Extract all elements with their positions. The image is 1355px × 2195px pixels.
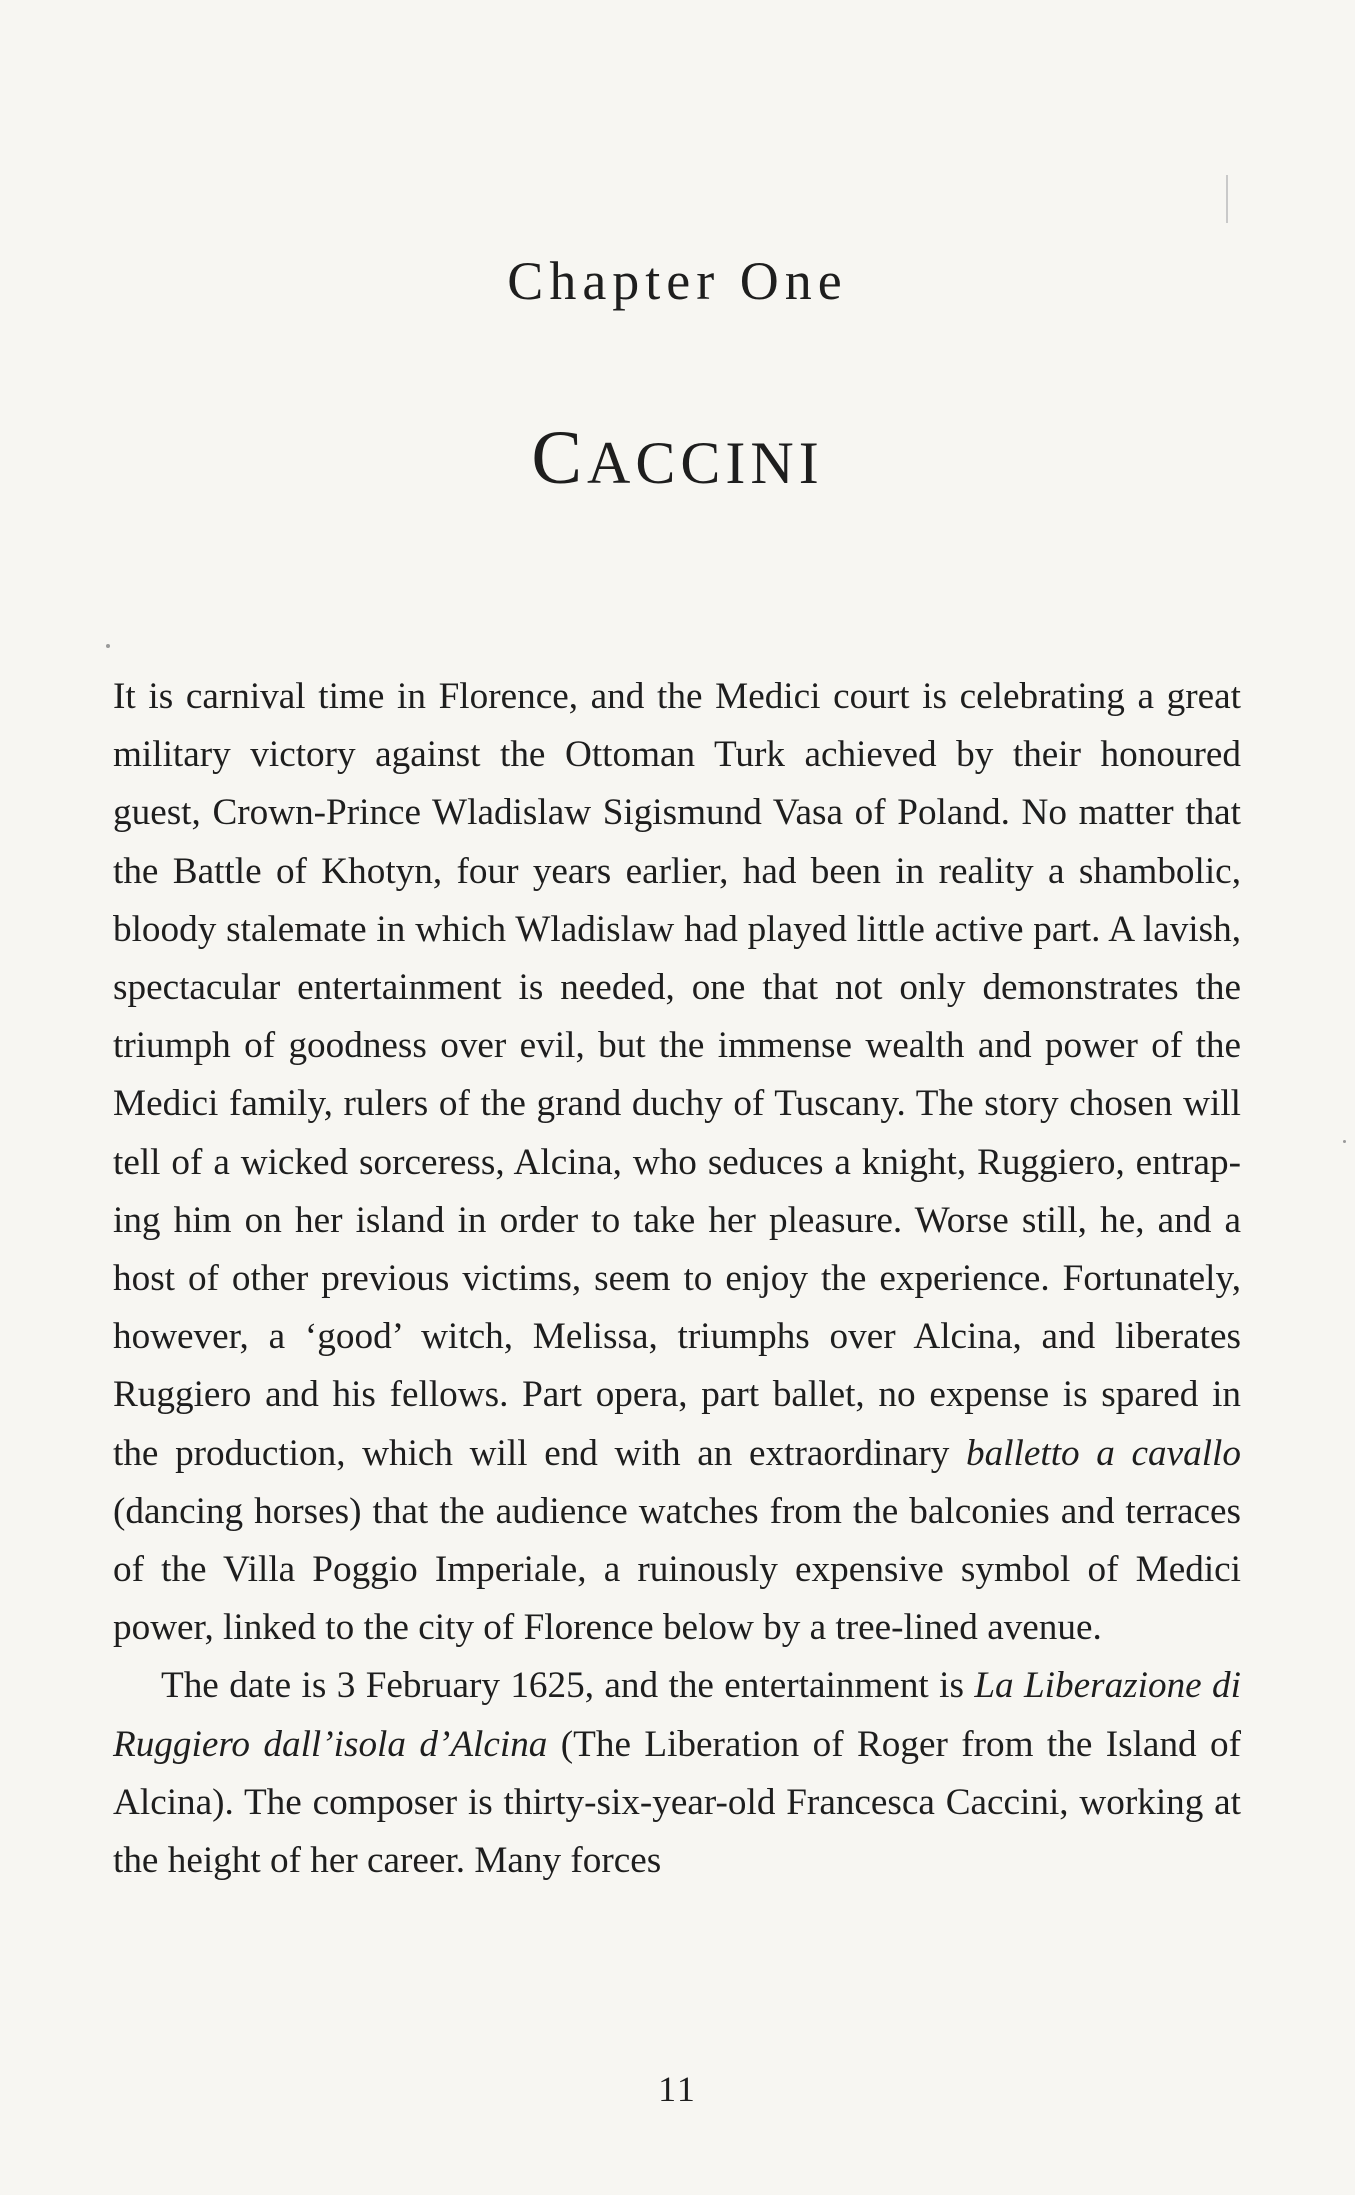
scan-edge-mark [1226,175,1228,223]
paragraph-1-italic-term: balletto a cavallo [966,1432,1241,1474]
scan-speck [106,644,110,648]
paragraph-2-italic-title: La Liberazione di Ruggiero dall’isola d’Alcina [113,1665,1241,1765]
paragraph-1-text: It is carnival time in Florence, and the Medici court is celebrating a great military victory against the Ottoman Turk achieved by their honoured guest, Crown-Prince Wladislaw Sigismund Vasa of Poland. No matter that the Battle of Khotyn, four years earlier, had been in reality a shambolic, bloody stalemate in which Wladislaw had played little active part. A lavish, spectacular entertainment is needed, one that not only demonstrates the triumph of goodness over evil, but the immense wealth and power of the Medici family, rulers of the grand duchy of Tuscany. The story chosen will tell of a wicked sorceress, Alcina, who seduces a knight, Ruggiero, entraping him on her island in order to take her pleasure. Worse still, he, and a host of other previous victims, seem to enjoy the experience. Fortunately, however, a ‘good’ witch, Melissa, triumphs over Alcina, and liberates Ruggiero and his fellows. Part opera, part ballet, no expense is spared in the production, which will end with an extraordinary [113,676,1241,1474]
page-number: 11 [658,2069,697,2109]
paragraph-1-text-end: (dancing horses) that the audience watches from the balconies and terraces of the Villa Poggio Imperiale, a ruinously expensive symbol of Medici power, linked to the city of Florence below by a tree-lined avenue. [113,1490,1241,1649]
scan-speck [1343,1140,1346,1143]
chapter-title [0,415,1355,502]
body-text [113,668,1241,1890]
paragraph-2-text: The date is 3 February 1625, and the entertainment is [161,1665,975,1707]
chapter-label: Chapter One [507,251,848,311]
chapter-title-initial: C [531,416,588,500]
chapter-title-rest: ACCINI [587,430,824,496]
paragraph-2-text-end: (The Liberation of Roger from the Island of Alcina). The composer is thirty-six-year-old Francesca Caccini, working at the height of her career. Many forces [113,1723,1241,1882]
paragraph-2 [113,1657,1241,1890]
paragraph-1 [113,668,1241,1657]
